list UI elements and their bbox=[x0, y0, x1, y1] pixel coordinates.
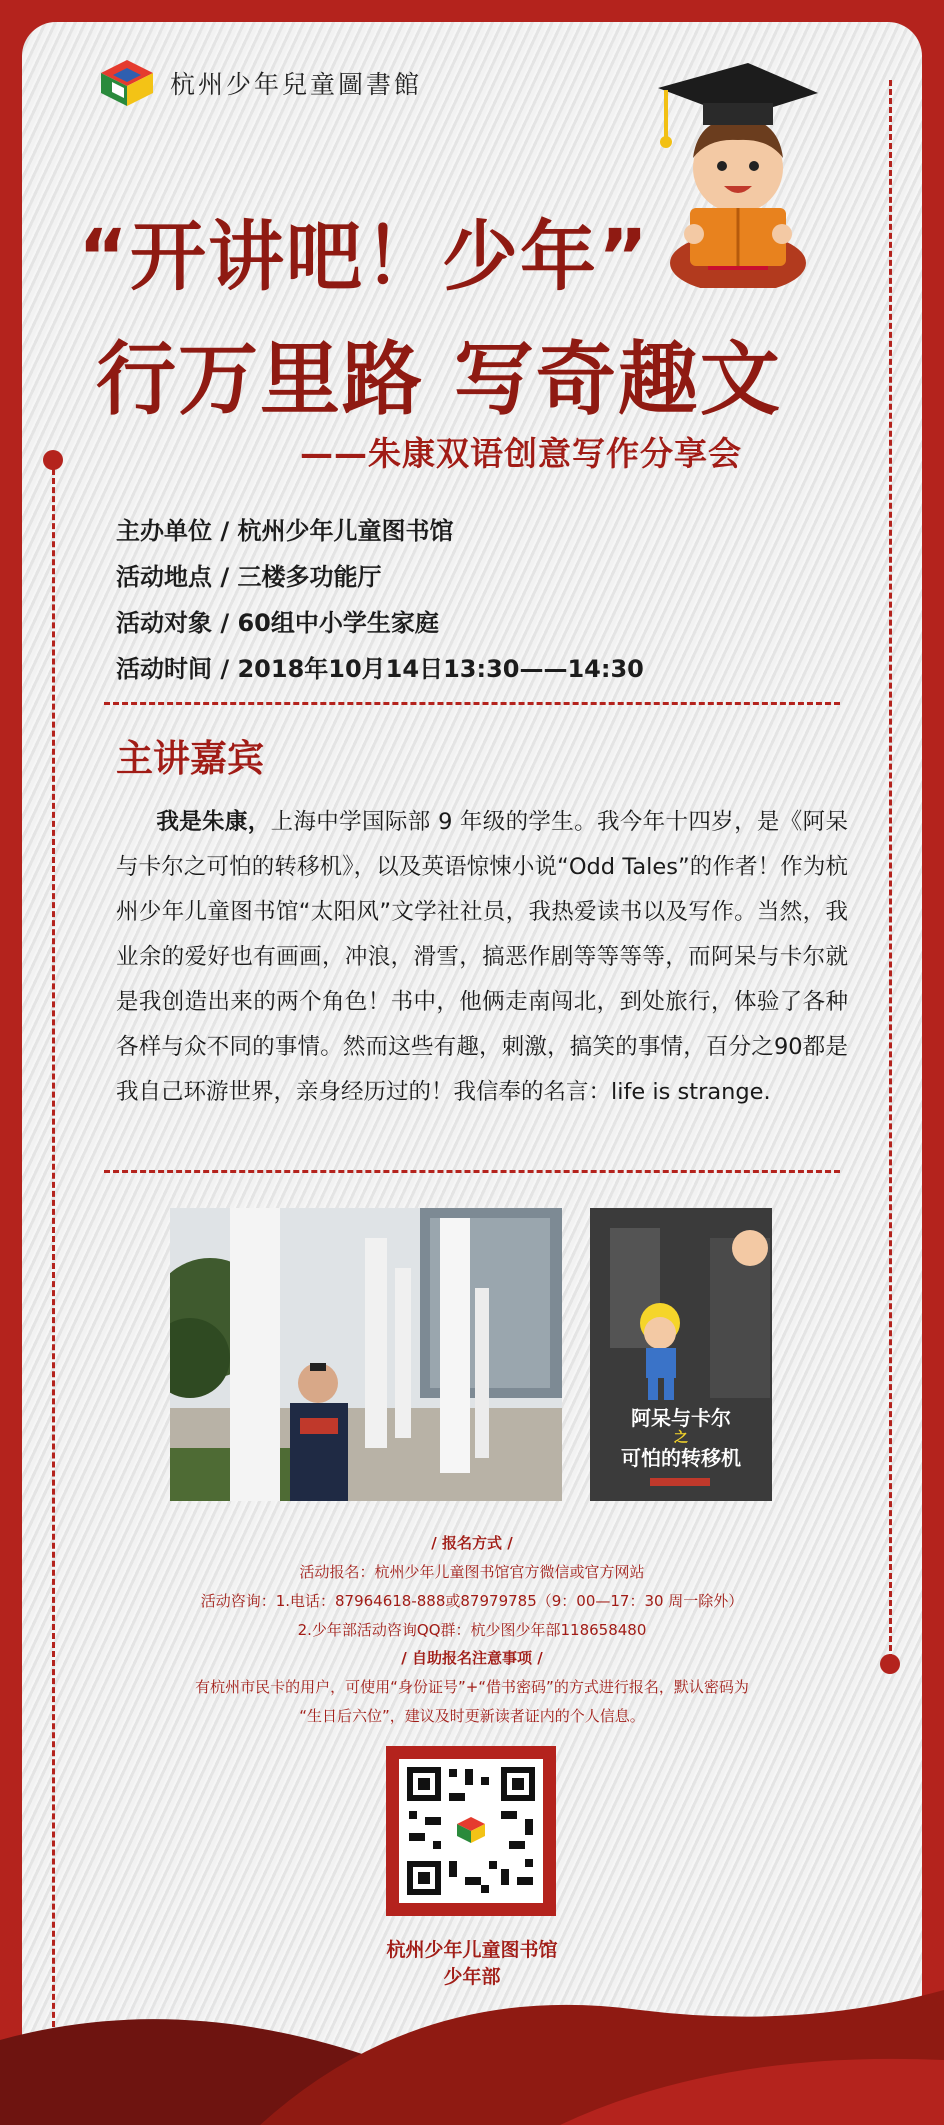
bottom-wave-decoration bbox=[0, 1980, 944, 2125]
book-cover bbox=[590, 1208, 772, 1501]
notice-line1: 有杭州市民卡的用户，可使用“身份证号”+“借书密码”的方式进行报名，默认密码为 bbox=[195, 1678, 749, 1696]
speaker-photo bbox=[170, 1208, 562, 1501]
notice-line2: “生日后六位”，建议及时更新读者证内的个人信息。 bbox=[299, 1707, 645, 1725]
speaker-name: 我是朱康， bbox=[156, 809, 271, 835]
detail-organizer: 主办单位 / 杭州少年儿童图书馆 bbox=[116, 517, 454, 545]
divider-top bbox=[104, 702, 840, 705]
main-title-line2: 行万里路 写奇趣文 bbox=[96, 333, 782, 426]
event-subtitle: ——朱康双语创意写作分享会 bbox=[300, 434, 742, 473]
qr-code-icon bbox=[399, 1759, 543, 1903]
book-title: 阿呆与卡尔 之 可怕的转移机 bbox=[621, 1406, 741, 1470]
library-cube-logo-icon bbox=[98, 58, 156, 108]
graduate-cartoon-icon bbox=[648, 58, 828, 288]
event-details bbox=[116, 508, 644, 692]
speaker-bio bbox=[116, 800, 848, 1115]
footer-dept: 少年部 bbox=[443, 1966, 501, 1988]
footer-org: 杭州少年儿童图书馆 bbox=[386, 1939, 558, 1961]
left-dashed-line bbox=[52, 460, 55, 2045]
registration-heading: / 报名方式 / bbox=[431, 1534, 513, 1552]
divider-bottom bbox=[104, 1170, 840, 1173]
speaker-intro: 上海中学国际部 9 年级的学生。我今年十四岁，是《阿呆与卡尔之可怕的转移机》，以及英语惊悚小说“Odd Tales”的作者！作为杭州少年儿童图书馆“太阳风”文学社社员，我热爱读书以及写作。当然，我业余的爱好也有画画，冲浪，滑雪，搞恶作剧等等等等，而阿呆与卡尔就是我创造出来的两个角色！书中，他俩走南闯北，到处旅行，体验了各种各样与众不同的事情。然而这些有趣，刺激，搞笑的事情，百分之90都是我自己环游世界，亲身经历过的！我信奉的名言：life is strange. bbox=[116, 809, 848, 1105]
notice-heading: / 自助报名注意事项 / bbox=[401, 1649, 543, 1667]
detail-time: 活动时间 / 2018年10月14日13:30——14:30 bbox=[116, 655, 644, 683]
registration-line3: 2.少年部活动咨询QQ群：杭少图少年部118658480 bbox=[297, 1621, 647, 1639]
registration-line2: 活动咨询：1.电话：87964618-888或87979785（9：00—17：30 周一除外） bbox=[200, 1592, 744, 1610]
detail-audience: 活动对象 / 60组中小学生家庭 bbox=[116, 609, 439, 637]
detail-location: 活动地点 / 三楼多功能厅 bbox=[116, 563, 382, 591]
speaker-heading: 主讲嘉宾 bbox=[116, 737, 264, 780]
right-dashed-line bbox=[889, 80, 892, 1660]
logo-text: 杭州少年兒童圖書館 bbox=[170, 70, 423, 99]
left-dot bbox=[43, 450, 63, 470]
registration-line1: 活动报名：杭州少年儿童图书馆官方微信或官方网站 bbox=[299, 1563, 645, 1581]
main-title-line1: “开讲吧！少年” bbox=[78, 212, 650, 301]
library-logo bbox=[98, 58, 422, 108]
qr-code bbox=[386, 1746, 556, 1916]
